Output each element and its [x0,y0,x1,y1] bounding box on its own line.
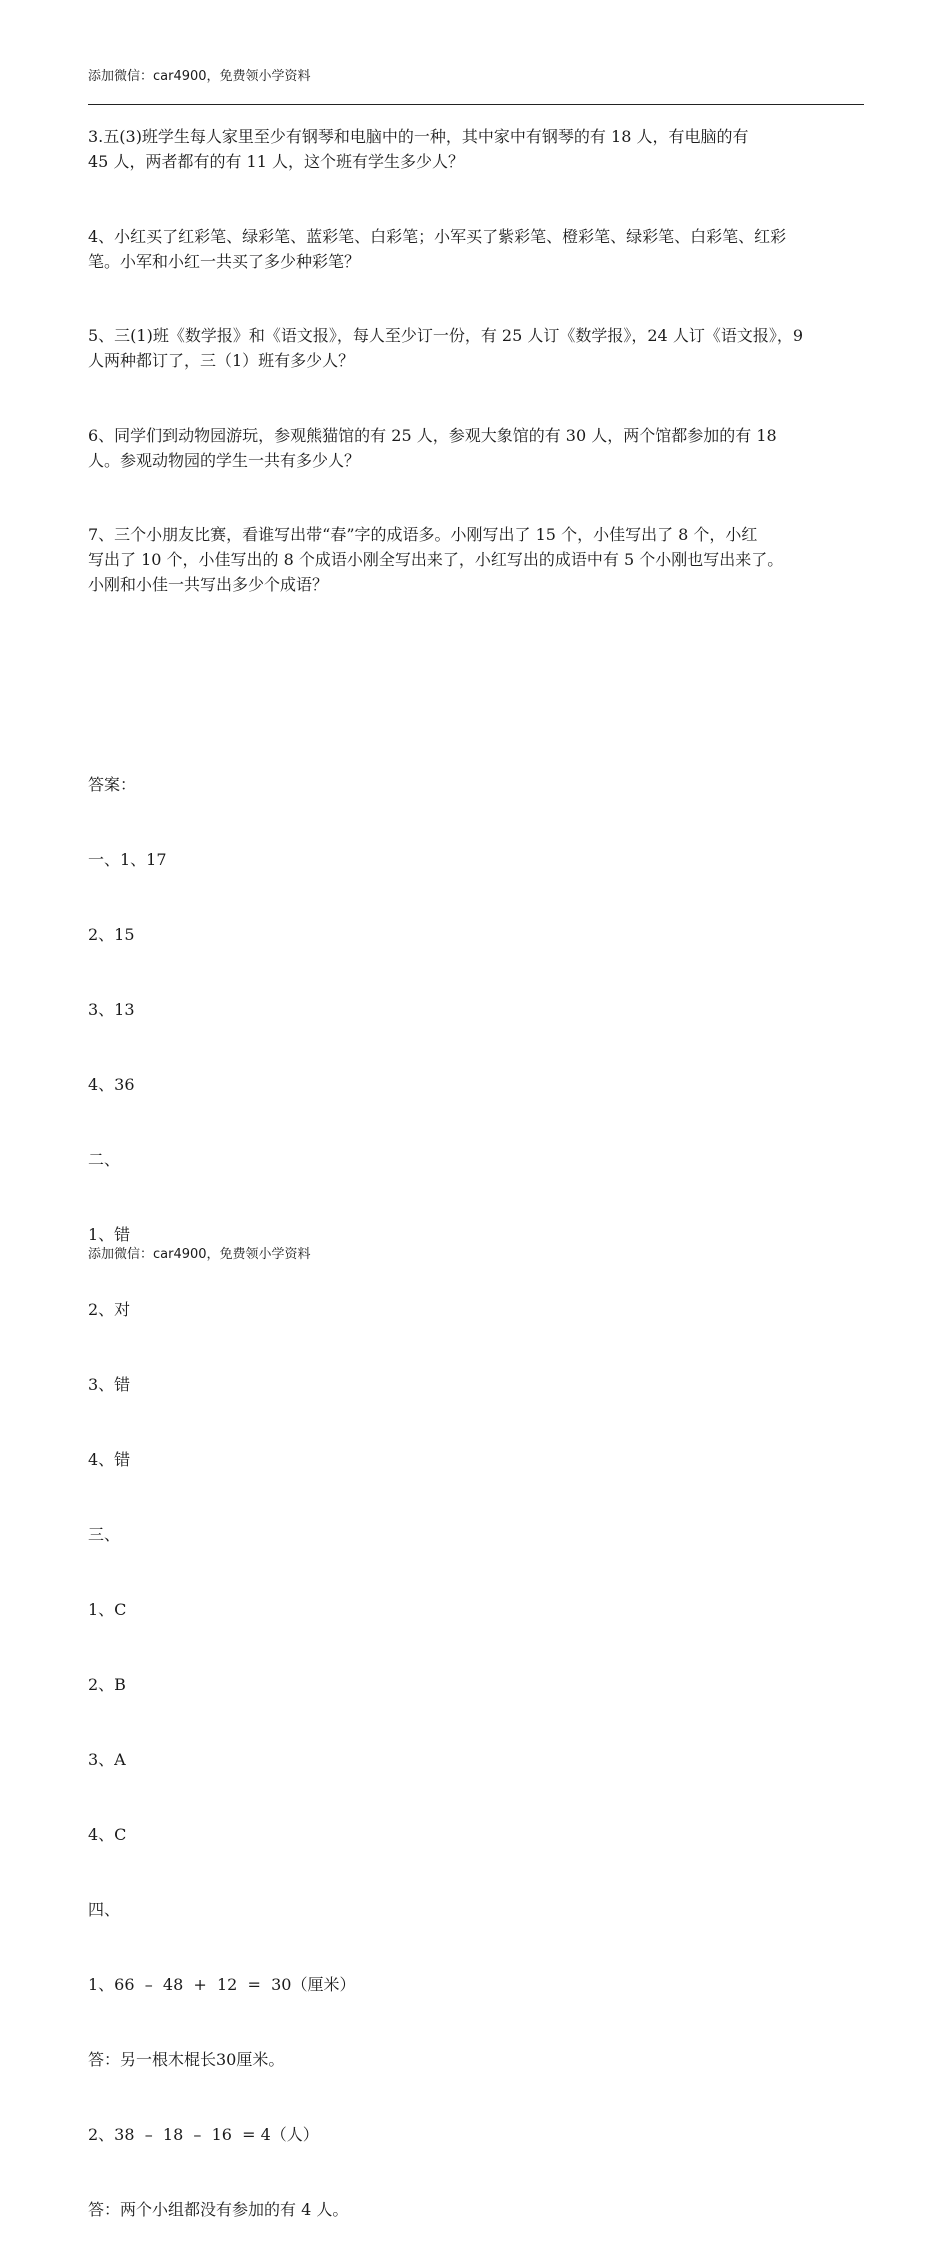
question-line: 人两种都订了，三（1）班有多少人？ [88,351,355,370]
question-line: 3.五(3)班学生每人家里至少有钢琴和电脑中的一种，其中家中有钢琴的有 18 人，有电脑的有 [88,127,749,146]
question-line: 写出了 10 个，小佳写出的 8 个成语小刚全写出来了，小红写出的成语中有 5 个小刚也写出来了。 [88,550,784,569]
question-line: 45 人，两者都有的有 11 人，这个班有学生多少人？ [88,152,464,171]
question-4 [88,224,878,274]
answer-line: 一、1、17 [88,850,167,869]
answer-line: 1、C [88,1600,127,1619]
answer-line: 2、15 [88,925,135,944]
question-line: 5、三(1)班《数学报》和《语文报》，每人至少订一份，有 25 人订《数学报》，24 人订《语文报》，9 [88,326,804,345]
question-line: 人。参观动物园的学生一共有多少人？ [88,451,361,470]
answer-line: 答：两个小组都没有参加的有 4 人。 [88,2200,349,2219]
question-line: 6、同学们到动物园游玩，参观熊猫馆的有 25 人，参观大象馆的有 30 人，两个馆都参加的有 18 [88,426,777,445]
question-3 [88,124,878,174]
answer-line: 答：另一根木棍长30厘米。 [88,2050,285,2069]
question-line: 4、小红买了红彩笔、绿彩笔、蓝彩笔、白彩笔；小军买了紫彩笔、橙彩笔、绿彩笔、白彩笔、红彩 [88,227,787,246]
answer-section-heading: 四、 [88,1900,121,1919]
answer-section-heading: 二、 [88,1150,121,1169]
answer-line: 3、13 [88,1000,135,1019]
answer-section-heading: 三、 [88,1525,121,1544]
answer-line: 4、C [88,1825,127,1844]
answer-line: 1、错 [88,1225,131,1244]
question-5 [88,323,878,373]
question-7 [88,522,878,597]
header-wechat-note: 添加微信：car4900，免费领小学资料 [88,69,311,84]
answer-line: 2、B [88,1675,126,1694]
answer-line: 4、错 [88,1450,131,1469]
header-divider [88,104,864,105]
answer-line: 4、36 [88,1075,135,1094]
answer-line: 3、错 [88,1375,131,1394]
answer-line: 1、66 – 48 + 12 = 30（厘米） [88,1975,356,1994]
answer-key [88,722,355,2247]
question-line: 小刚和小佳一共写出多少个成语？ [88,575,329,594]
answer-heading: 答案： [88,775,137,794]
footer-wechat-note: 添加微信：car4900，免费领小学资料 [88,1247,311,1262]
question-line: 笔。小军和小红一共买了多少种彩笔？ [88,252,361,271]
question-line: 7、三个小朋友比赛，看谁写出带“春”字的成语多。小刚写出了 15 个，小佳写出了 8 个，小红 [88,525,758,544]
answer-line: 3、A [88,1750,126,1769]
question-6 [88,423,878,473]
answer-line: 2、38 – 18 – 16 = 4（人） [88,2125,319,2144]
answer-line: 2、对 [88,1300,131,1319]
